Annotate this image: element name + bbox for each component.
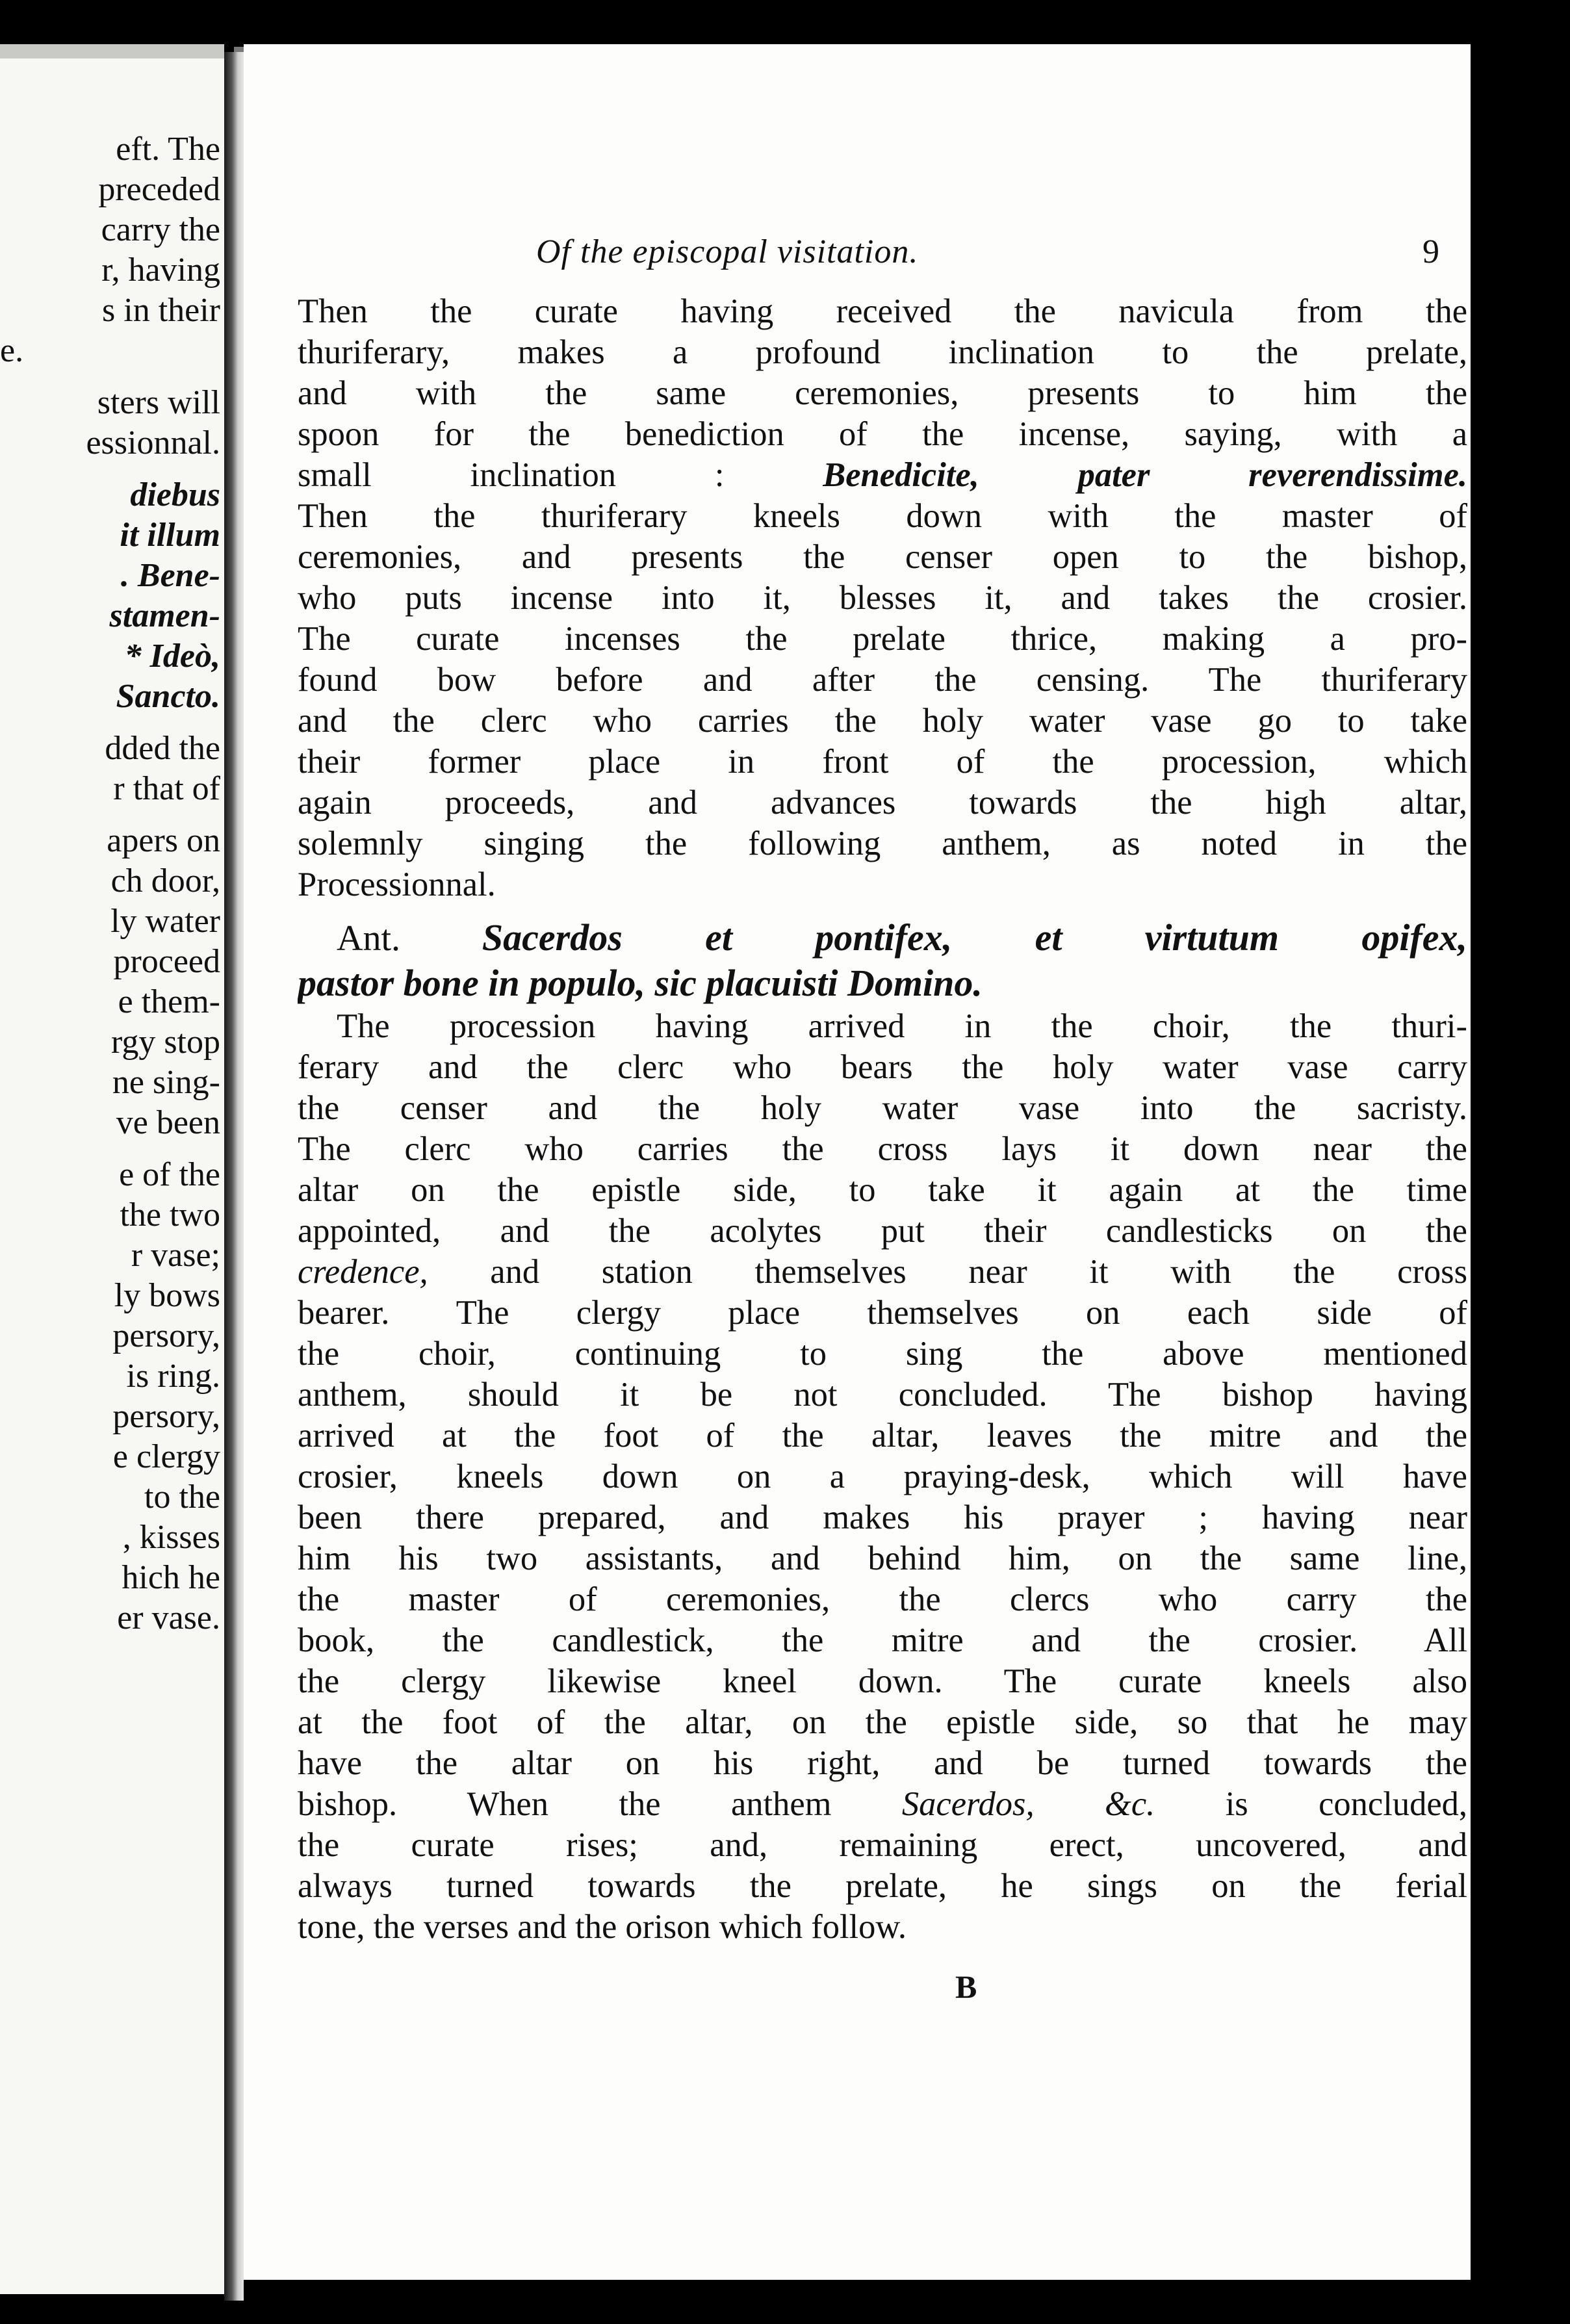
left-page-line: ve been [116, 1104, 220, 1141]
text-span: is concluded, [1155, 1785, 1467, 1823]
left-page-line: e. [0, 332, 24, 369]
text-line: appointed, and the acolytes put their candlesticks on the [298, 1212, 1467, 1250]
text-line: the master of ceremonies, the clercs who carry the [298, 1581, 1467, 1618]
text-span: small inclination : [298, 456, 725, 494]
left-page-line: r, having [101, 252, 220, 289]
text-line: been there prepared, and makes his prayer ; having near [298, 1499, 1467, 1536]
left-page-line: to the [144, 1478, 220, 1516]
left-page-line: r that of [113, 770, 220, 807]
left-page-line: persory, [112, 1398, 220, 1435]
text-line: always turned towards the prelate, he sings on the ferial [298, 1867, 1467, 1905]
left-page-line: essionnal. [86, 424, 220, 461]
text-line: the choir, continuing to sing the above mentioned [298, 1335, 1467, 1373]
text-line: who puts incense into it, blesses it, and takes the crosier. [298, 579, 1467, 617]
text-line: The clerc who carries the cross lays it down near the [298, 1130, 1467, 1168]
left-page-line: eft. The [116, 131, 220, 168]
left-page-line: ly water [110, 903, 220, 940]
text-line: the clergy likewise kneel down. The curate kneels also [298, 1662, 1467, 1700]
text-line: bearer. The clergy place themselves on each side of [298, 1294, 1467, 1332]
text-line: found bow before and after the censing. The thuriferary [298, 661, 1467, 699]
left-page-line: rgy stop [110, 1024, 220, 1061]
left-page-line: s in their [102, 292, 220, 329]
running-head [536, 233, 1459, 278]
left-page-line: dded the [105, 730, 220, 767]
text-line: arrived at the foot of the altar, leaves the mitre and the [298, 1417, 1467, 1454]
left-page-line: sters will [97, 384, 220, 421]
text-span: and station themselves near it with the cross [428, 1253, 1467, 1291]
left-page-line: ly bows [114, 1277, 220, 1314]
antiphon-line: pastor bone in populo, sic placuisti Domino. [298, 962, 983, 1004]
left-page-line: persory, [112, 1317, 220, 1354]
text-line: again proceeds, and advances towards the high altar, [298, 784, 1467, 821]
text-line: spoon for the benediction of the incense, saying, with a [298, 415, 1467, 453]
text-line: altar on the epistle side, to take it again at the time [298, 1171, 1467, 1209]
left-page-line: ch door, [110, 862, 220, 899]
text-span: bishop. When the anthem [298, 1785, 902, 1823]
text-line: at the foot of the altar, on the epistle side, so that he may [298, 1703, 1467, 1741]
left-page-line: it illum [120, 517, 220, 554]
left-page-line: * Ideò, [124, 638, 220, 675]
italic-word: Sacerdos, &c. [901, 1785, 1155, 1823]
text-line [298, 455, 1467, 496]
text-line: thuriferary, makes a profound inclination to the prelate, [298, 333, 1467, 371]
antiphon-text: Sacerdos et pontifex, et virtutum opifex, [482, 916, 1467, 959]
text-line: and the clerc who carries the holy water vase go to take [298, 702, 1467, 740]
text-line: him his two assistants, and behind him, on the same line, [298, 1540, 1467, 1577]
signature-mark: B [955, 1969, 977, 2005]
text-line: the censer and the holy water vase into the sacristy. [298, 1089, 1467, 1127]
left-page-line: preceded [98, 171, 220, 208]
left-page-line: e clergy [112, 1438, 220, 1475]
text-line [298, 1784, 1467, 1825]
book-gutter [224, 52, 244, 2301]
left-page-line: e of the [119, 1156, 220, 1193]
text-line: Processionnal. [298, 866, 496, 903]
left-page-line: diebus [130, 476, 220, 513]
left-page-line: proceed [113, 943, 220, 980]
left-page-line: hich he [122, 1559, 220, 1596]
text-line: their former place in front of the procession, which [298, 743, 1467, 781]
text-line: book, the candlestick, the mitre and the crosier. All [298, 1621, 1467, 1659]
text-line: solemnly singing the following anthem, as noted in the [298, 825, 1467, 862]
text-line: and with the same ceremonies, presents to him the [298, 374, 1467, 412]
text-line: Then the curate having received the navicula from the [298, 292, 1467, 330]
main-page [244, 44, 1471, 2280]
left-page-line: stamen- [109, 597, 220, 634]
text-line: the curate rises; and, remaining erect, uncovered, and [298, 1826, 1467, 1864]
latin-phrase: Benedicite, pater reverendissime. [823, 456, 1467, 494]
text-line: ceremonies, and presents the censer open to the bishop, [298, 538, 1467, 576]
left-page-line: e them- [118, 983, 220, 1020]
text-line: anthem, should it be not concluded. The bishop having [298, 1376, 1467, 1414]
text-line: Then the thuriferary kneels down with the master of [298, 497, 1467, 535]
left-page-line: , kisses [122, 1519, 220, 1556]
text-line [298, 1252, 1467, 1293]
left-page-line: ne sing- [112, 1064, 220, 1101]
left-page-line: r vase; [131, 1237, 220, 1274]
italic-word: credence, [298, 1253, 428, 1291]
left-page-line: is ring. [126, 1358, 220, 1395]
left-page-line: carry the [101, 211, 220, 248]
left-page-line: . Bene- [120, 557, 220, 594]
text-line: crosier, kneels down on a praying-desk, which will have [298, 1458, 1467, 1495]
antiphon-line [298, 915, 1467, 961]
left-page-top-edge [0, 44, 224, 58]
antiphon-label: Ant. [337, 918, 400, 959]
left-page-line: apers on [107, 822, 220, 859]
left-page-fragment [0, 58, 224, 2294]
page-number: 9 [1422, 233, 1439, 270]
text-line: ferary and the clerc who bears the holy water vase carry [298, 1048, 1467, 1086]
text-line: have the altar on his right, and be turned towards the [298, 1744, 1467, 1782]
left-page-line: er vase. [117, 1599, 220, 1636]
text-line: The curate incenses the prelate thrice, making a pro- [298, 620, 1467, 658]
running-head-title: Of the episcopal visitation. [536, 233, 919, 270]
left-page-line: the two [120, 1196, 220, 1233]
text-line: The procession having arrived in the choir, the thuri- [337, 1007, 1467, 1045]
left-page-line: Sancto. [116, 678, 220, 715]
text-line: tone, the verses and the orison which follow. [298, 1908, 907, 1946]
